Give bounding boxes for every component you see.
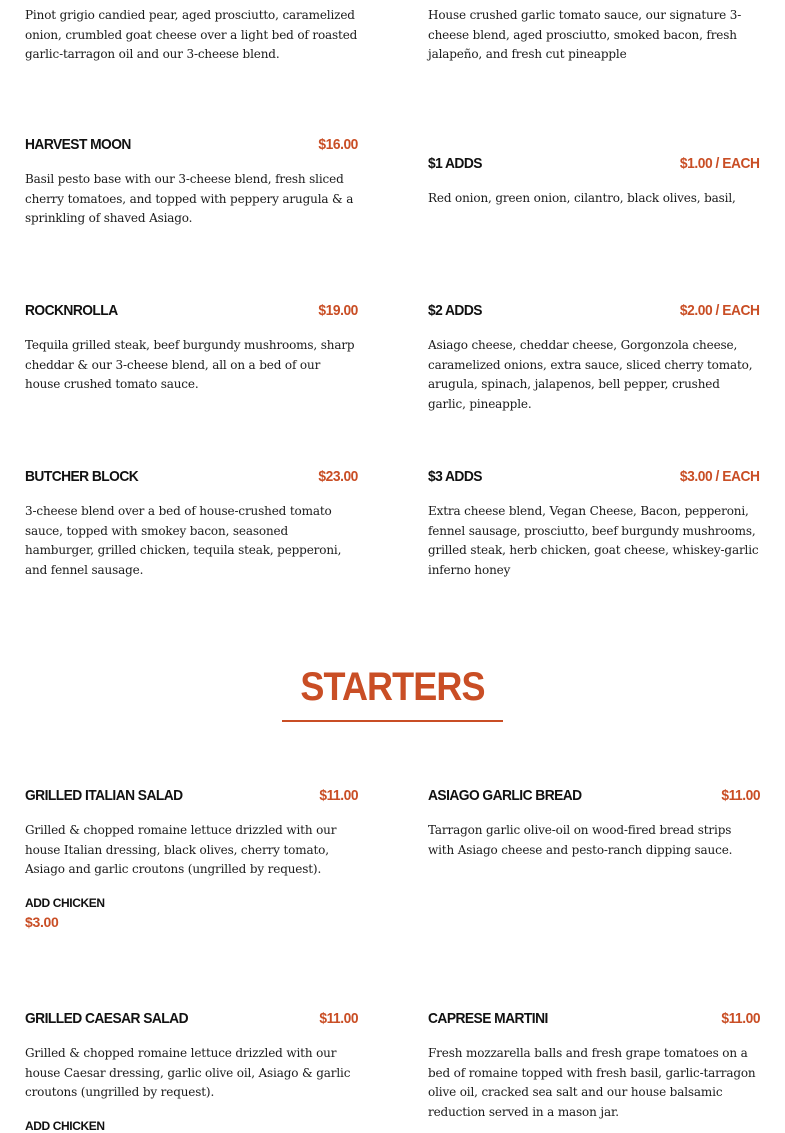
item-description: House crushed garlic tomato sauce, our signature 3-cheese blend, aged prosciutto, smoked bacon, fresh jalapeño, and fresh cut pineapple: [428, 8, 742, 62]
addon-label: ADD CHICKEN: [25, 895, 105, 910]
addon-label: ADD CHICKEN: [25, 1118, 105, 1133]
item-description: Grilled & chopped romaine lettuce drizzled with our house Italian dressing, black olives, cherry tomato, Asiago and garlic croutons (ungrilled by request).: [25, 823, 337, 877]
item-name: HARVEST MOON: [25, 136, 131, 153]
item-price: $11.00: [721, 1010, 760, 1027]
item-description: Red onion, green onion, cilantro, black olives, basil,: [428, 191, 736, 205]
item-description: Asiago cheese, cheddar cheese, Gorgonzola cheese, caramelized onions, extra sauce, sliced cherry tomato, arugula, spinach, jalapenos, bell pepper, crushed garlic, pineapple.: [428, 338, 753, 411]
item-description: 3-cheese blend over a bed of house-crushed tomato sauce, topped with smokey bacon, seasoned hamburger, grilled chicken, tequila steak, pepperoni, and fennel sausage.: [25, 504, 342, 577]
item-price: $23.00: [318, 468, 358, 485]
menu-item-grilled-caesar-salad: [25, 1010, 358, 1133]
menu-item-butcher-block: [25, 468, 358, 580]
menu-item-2-adds: [428, 302, 760, 414]
item-description: Tarragon garlic olive-oil on wood-fired bread strips with Asiago cheese and pesto-ranch dipping sauce.: [428, 823, 733, 857]
item-price: $19.00: [318, 302, 358, 319]
menu-item-asiago-garlic-bread: [428, 787, 760, 860]
item-name: $1 ADDS: [428, 155, 482, 172]
item-name: ASIAGO GARLIC BREAD: [428, 787, 582, 804]
item-name: CAPRESE MARTINI: [428, 1010, 548, 1027]
menu-item-rocknrolla: [25, 302, 358, 395]
item-name: BUTCHER BLOCK: [25, 468, 139, 485]
menu-item-partial-right: [428, 6, 760, 65]
menu-item-partial-left: [25, 6, 358, 65]
item-description: Grilled & chopped romaine lettuce drizzled with our house Caesar dressing, garlic olive oil, Asiago & garlic croutons (ungrilled by request).: [25, 1046, 351, 1100]
item-name: $2 ADDS: [428, 302, 482, 319]
item-name: $3 ADDS: [428, 468, 482, 485]
item-price: $16.00: [318, 136, 358, 153]
item-price: $1.00 / EACH: [680, 155, 760, 172]
item-description: Pinot grigio candied pear, aged prosciutto, caramelized onion, crumbled goat cheese over a light bed of roasted garlic-tarragon oil and our 3-cheese blend.: [25, 8, 358, 62]
item-price: $11.00: [319, 787, 358, 804]
item-price: $2.00 / EACH: [680, 302, 760, 319]
menu-item-3-adds: [428, 468, 760, 580]
item-description: Extra cheese blend, Vegan Cheese, Bacon, pepperoni, fennel sausage, prosciutto, beef burgundy mushrooms, grilled steak, herb chicken, goat cheese, whiskey-garlic inferno honey: [428, 504, 759, 577]
menu-item-harvest-moon: [25, 136, 358, 229]
item-price: $11.00: [721, 787, 760, 804]
item-description: Fresh mozzarella balls and fresh grape tomatoes on a bed of romaine topped with fresh basil, garlic-tarragon olive oil, cracked sea salt and our house balsamic reduction served in a mason jar.: [428, 1046, 756, 1119]
item-name: GRILLED CAESAR SALAD: [25, 1010, 188, 1027]
item-name: GRILLED ITALIAN SALAD: [25, 787, 183, 804]
item-description: Basil pesto base with our 3-cheese blend, fresh sliced cherry tomatoes, and topped with peppery arugula & a sprinkling of shaved Asiago.: [25, 172, 354, 226]
menu-item-1-adds: [428, 155, 760, 209]
item-description: Tequila grilled steak, beef burgundy mushrooms, sharp cheddar & our 3-cheese blend, all on a bed of our house crushed tomato sauce.: [25, 338, 355, 392]
menu-item-grilled-italian-salad: [25, 787, 358, 930]
item-price: $11.00: [319, 1010, 358, 1027]
addon-price: $3.00: [25, 913, 59, 930]
section-title-starters: STARTERS: [300, 665, 485, 709]
section-divider: [282, 720, 503, 722]
menu-item-caprese-martini: [428, 1010, 760, 1122]
item-price: $3.00 / EACH: [680, 468, 760, 485]
item-name: ROCKNROLLA: [25, 302, 118, 319]
